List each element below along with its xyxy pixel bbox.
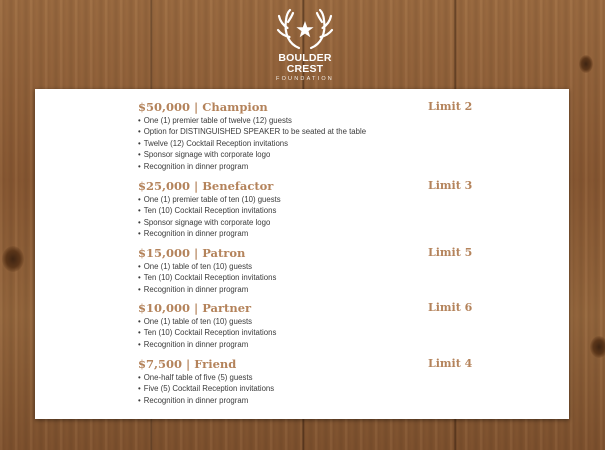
perk-item: • One-half table of five (5) guests [138,372,498,383]
perk-item: • Option for DISTINGUISHED SPEAKER to be seated at the table [138,126,498,137]
perk-item: • Twelve (12) Cocktail Reception invitations [138,138,498,149]
perk-item: • Recognition in dinner program [138,395,498,406]
tier-title: $15,000 | Patron [138,246,246,260]
perk-item: • Recognition in dinner program [138,161,498,172]
perk-item: • Ten (10) Cocktail Reception invitations [138,205,498,216]
wood-knot [590,336,605,358]
perk-item: • Five (5) Cocktail Reception invitations [138,383,498,394]
perk-item: • One (1) table of ten (10) guests [138,261,498,272]
foundation-logo [260,8,350,88]
tier-partner [138,301,498,350]
tier-title: $25,000 | Benefactor [138,179,274,193]
tier-limit: Limit 2 [428,100,473,113]
perk-item: • One (1) premier table of ten (10) guests [138,194,498,205]
tier-friend [138,357,498,406]
perk-item: • Recognition in dinner program [138,284,498,295]
perk-item: • Sponsor signage with corporate logo [138,217,498,228]
tier-benefactor [138,179,498,240]
perk-item: • Ten (10) Cocktail Reception invitations [138,272,498,283]
tier-limit: Limit 5 [428,246,473,259]
logo-name: BOULDER CREST [278,52,332,75]
tier-title: $50,000 | Champion [138,100,268,114]
perk-item: • One (1) table of ten (10) guests [138,316,498,327]
perk-list [138,115,498,172]
perk-item: • Recognition in dinner program [138,339,498,350]
sponsorship-card [35,89,569,419]
logo-subtitle: FOUNDATION [276,76,334,82]
perk-list [138,316,498,350]
wood-knot [2,246,24,272]
perk-list [138,261,498,295]
tier-limit: Limit 3 [428,179,473,192]
perk-list [138,372,498,406]
perk-list [138,194,498,240]
perk-item: • Ten (10) Cocktail Reception invitations [138,327,498,338]
tier-patron [138,246,498,295]
tier-champion [138,100,498,172]
tier-limit: Limit 6 [428,301,473,314]
antlers-star-icon [275,8,335,50]
tier-title: $7,500 | Friend [138,357,237,371]
perk-item: • One (1) premier table of twelve (12) guests [138,115,498,126]
tier-limit: Limit 4 [428,357,473,370]
tier-title: $10,000 | Partner [138,301,252,315]
wood-knot [579,55,593,73]
perk-item: • Recognition in dinner program [138,228,498,239]
perk-item: • Sponsor signage with corporate logo [138,149,498,160]
